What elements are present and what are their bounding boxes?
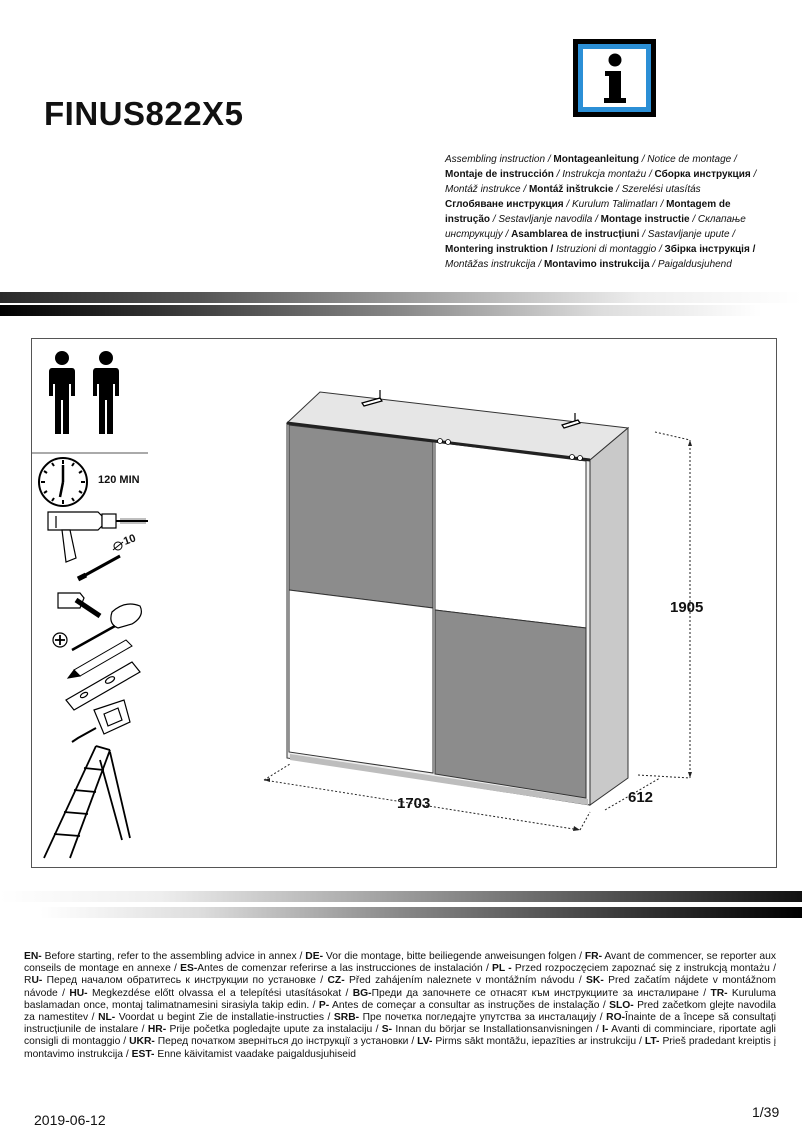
language-separator: /: [749, 244, 756, 255]
document-date: 2019-06-12: [34, 1112, 106, 1128]
depth-dimension: 612: [628, 789, 654, 806]
notice-text: Avanti di comminciare, riportate agli consigli di montaggio /: [24, 1024, 776, 1048]
language-title: Montāžas instrukcija: [445, 259, 536, 270]
page-number: 1/39: [752, 1104, 780, 1120]
language-code: LT-: [644, 1036, 660, 1048]
language-title: Montageanleitung: [553, 154, 639, 165]
language-separator: /: [639, 229, 648, 240]
language-separator: /: [689, 214, 698, 225]
door-panel-white: [289, 590, 433, 773]
language-code: U-: [31, 975, 43, 987]
language-separator: /: [729, 229, 736, 240]
language-separator: /: [649, 259, 658, 270]
language-code: CZ-: [327, 975, 345, 987]
language-title: Sastavljanje upute: [647, 229, 730, 240]
language-code: EST-: [131, 1048, 155, 1060]
language-title: Assembling instruction: [445, 154, 546, 165]
language-title: Montáž inštrukcie: [528, 184, 614, 195]
language-separator: /: [592, 214, 601, 225]
language-code: S-: [381, 1024, 393, 1036]
language-separator: /: [656, 244, 665, 255]
language-title: Istruzioni di montaggio: [556, 244, 657, 255]
wardrobe-illustration: [287, 390, 628, 805]
height-dimension: 1905: [670, 599, 704, 616]
language-title: Склапање: [697, 214, 746, 225]
language-code: SK-: [586, 975, 604, 987]
language-title: Montáž instrukce: [445, 184, 521, 195]
notice-text: Перед початком зверніться до інструкції з установки /: [154, 1036, 418, 1048]
language-title: Montavimo instrukcija: [543, 259, 650, 270]
language-title: Paigaldusjuhend: [657, 259, 732, 270]
language-code: P-: [318, 999, 330, 1011]
language-code: HU-: [69, 987, 88, 999]
notice-text: Innan du börjar se Installationsanvisningen /: [392, 1024, 603, 1036]
notice-text: Antes de começar a consultar as instruções de instalação /: [329, 999, 610, 1011]
language-title: Montagem de: [666, 199, 731, 210]
language-title: Montaje de instrucción: [445, 169, 554, 180]
language-title: Instrukcja montażu: [562, 169, 647, 180]
notice-text: Před zahájením naleznete v montážním návodu /: [344, 975, 587, 987]
notice-text: Before starting, refer to the assembling advice in annex /: [41, 951, 306, 962]
notice-text: Преди да започнете се отнасят към инструкциите за инсталиране /: [371, 987, 711, 999]
language-separator: /: [731, 154, 737, 165]
language-separator: /: [646, 169, 655, 180]
language-code: NL-: [98, 1012, 116, 1024]
language-code: PL -: [492, 963, 512, 975]
language-separator: /: [563, 199, 572, 210]
language-code: DE-: [305, 951, 324, 962]
language-separator: /: [613, 184, 622, 195]
width-dimension: 1703: [397, 795, 431, 812]
door-panel-white: [435, 442, 586, 628]
language-code: BG-: [352, 987, 372, 999]
language-title: instrução: [445, 214, 491, 225]
notice-text: Înainte de a începe să consultați instrucțiunile de instalare /: [24, 1012, 776, 1036]
language-title: Сглобяване инструкция: [445, 199, 564, 210]
language-code: ES-: [180, 963, 198, 975]
door-panel-grey: [289, 425, 433, 608]
notice-text: Prije početka pogledajte upute za instalaciju /: [166, 1024, 382, 1036]
notice-text: Megkezdése előtt olvassa el a telepítési utasításokat /: [87, 987, 353, 999]
notice-text: Prieš pradedant kreiptis į montavimo instrukcija /: [24, 1036, 777, 1060]
notice-text: Przed rozpoczęciem zapoznać się z instrukcją montażu / R: [24, 963, 776, 987]
language-title: инструкцију: [445, 229, 503, 240]
language-separator: /: [545, 154, 554, 165]
language-separator: /: [535, 259, 544, 270]
notice-text: Vor die montage, bitte beiliegende anweisungen folgen /: [323, 951, 585, 962]
hammer-icon: [58, 593, 100, 616]
notice-text: Pred začetkom glejte navodila za namestitev /: [24, 999, 776, 1024]
language-code: SLO-: [609, 999, 634, 1011]
assembly-time: 120 MIN: [98, 474, 140, 486]
footer-band: [0, 891, 802, 902]
language-separator: /: [553, 169, 563, 180]
language-title: Kurulum Talimatları: [571, 199, 658, 210]
door-panel-grey: [435, 610, 586, 798]
language-title: Sestavljanje navodila: [498, 214, 593, 225]
notice-text: Enne käivitamist vaadake paigaldusjuhiseid: [154, 1048, 356, 1060]
notice-text: Pred začatím nájdete v montážnom návode /: [24, 975, 776, 999]
notice-text: Pirms sākt montāžu, iepazīties ar instrukciju /: [432, 1036, 645, 1048]
language-separator: /: [520, 184, 529, 195]
language-separator: /: [750, 169, 757, 180]
language-code: FR-: [584, 951, 603, 962]
language-code: LV-: [417, 1036, 433, 1048]
notice-text: Avant de commencer, se reporter aux conseils de montage en annexe /: [24, 951, 776, 975]
language-title: Asamblarea de instrucțiuni: [511, 229, 640, 240]
notice-text: Antes de comenzar referirse a las instrucciones de instalación /: [197, 963, 493, 975]
language-separator: /: [490, 214, 499, 225]
multilingual-notice: [24, 951, 776, 1061]
language-separator: /: [502, 229, 512, 240]
notice-text: Пре почетка погледајте упутства за инсталацију /: [359, 1012, 607, 1024]
language-code: UKR-: [129, 1036, 155, 1048]
language-code: HR-: [147, 1024, 167, 1036]
language-title: Montage instructie: [600, 214, 690, 225]
language-code: EN-: [24, 951, 42, 962]
language-title: Notice de montage: [647, 154, 732, 165]
notice-text: Voordat u begint Zie de installatie-instructies /: [115, 1012, 334, 1024]
language-code: TR-: [710, 987, 728, 999]
notice-text: Перед началом обратитесь к инструкции по установке /: [42, 975, 328, 987]
drill-size: 10: [121, 532, 138, 548]
product-code: FINUS822X5: [44, 95, 244, 132]
language-separator: /: [638, 154, 648, 165]
notice-text: Kuruluma baslamadan once, montaj talimatnamesini sirasiyla takip edin. /: [24, 987, 776, 1011]
language-code: SRB-: [333, 1012, 360, 1024]
ladder-icon: [44, 746, 130, 858]
two-persons-icon: [49, 351, 119, 434]
language-title: Szerelési utasítás: [621, 184, 701, 195]
language-title: Сборка инструкция: [654, 169, 751, 180]
language-code: RO-: [606, 1012, 626, 1024]
language-title: Montering instruktion: [445, 244, 548, 255]
language-title: Збірка інструкція: [664, 244, 750, 255]
drill-bit-icon: [78, 542, 123, 579]
clock-icon: [39, 458, 87, 506]
footer-band: [0, 907, 802, 918]
language-code: I-: [602, 1024, 609, 1036]
language-separator: /: [657, 199, 667, 210]
language-separator: /: [547, 244, 557, 255]
